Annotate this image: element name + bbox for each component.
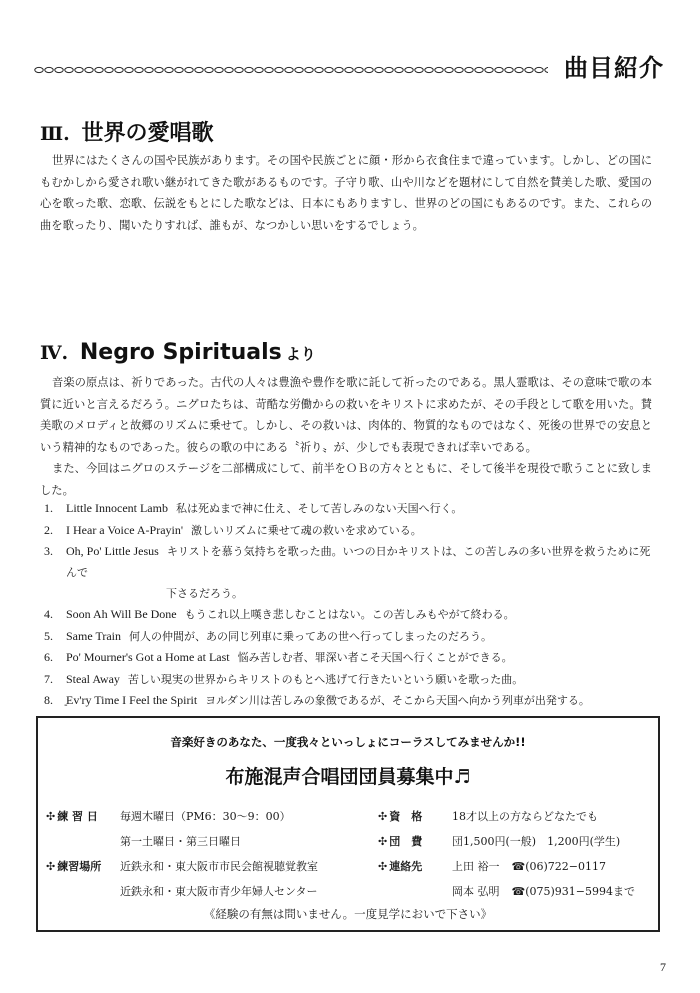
practice-day-label: 練 習 日: [57, 810, 98, 823]
contact-1-phone: ☎(06)722−0117: [511, 860, 606, 873]
list-item: [40, 669, 660, 691]
qualification-value: 18才以上の方ならどなたでも: [452, 810, 598, 823]
recruitment-footer: 《経験の有無は問いません。一度見学においで下さい》: [203, 907, 493, 921]
practice-place-row-2: [120, 883, 318, 899]
song-title: Steal Away: [66, 671, 120, 686]
section-3-numeral: Ⅲ.: [40, 123, 70, 145]
list-item: [40, 520, 660, 542]
practice-place-value: 近鉄永和・東大阪市市民会館視聴覚教室: [120, 860, 318, 873]
song-title: Oh, Po' Little Jesus: [66, 544, 159, 558]
song-title: Po' Mourner's Got a Home at Last: [66, 650, 230, 664]
practice-day-value: 毎週木曜日（PM6：30～9：00）: [120, 810, 291, 823]
song-description-continued: 下さるだろう。: [166, 587, 243, 600]
song-number: 4.: [44, 607, 53, 621]
contact-2-name: 岡本 弘明: [452, 885, 500, 898]
ornament-divider: [34, 66, 548, 74]
cross-bullet-icon: ✣: [378, 860, 388, 873]
list-item: [40, 541, 660, 604]
song-number: 1.: [44, 501, 53, 515]
song-description: 悩み苦しむ者、罪深い者こそ天国へ行くことができる。: [237, 651, 513, 664]
page-number: 7: [660, 960, 666, 974]
contact-row-2: [452, 883, 635, 899]
list-item: [40, 498, 660, 520]
section-3-body: 世界にはたくさんの国や民族があります。その国や民族ごとに顔・形から衣食住まで違っています。しかし、どの国にもむかしから愛され歌い継がれてきた歌があるものです。子守り歌、山や川などを題材にして自然を賛美した歌、愛国の心を歌った歌、恋歌、伝説をもとにした歌などは、日本にもありますし、世界のどの国にもあるのです。また、これらの曲を歌ったり、聞いたりすれば、誰もが、なつかしい思いをするでしょう。: [40, 154, 652, 232]
fee-label: 団 費: [389, 835, 423, 848]
practice-place-label: 練習場所: [57, 860, 102, 873]
song-title: Soon Ah Will Be Done: [66, 607, 177, 621]
song-title: I Hear a Voice A-Prayin': [66, 522, 184, 537]
song-number: 8.: [44, 693, 53, 707]
stray-mark: -: [64, 700, 68, 711]
song-number: 7.: [44, 671, 53, 686]
song-description: ヨルダン川は苦しみの象徴であるが、そこから天国へ向かう列車が出発する。: [205, 694, 590, 707]
section-4-body-2: また、今回はニグロのステージを二部構成にして、前半をＯＢの方々とともに、そして後半を現役で歌うことに致しました。: [40, 462, 652, 497]
song-description: 私は死ぬまで神に仕え、そして苦しみのない天国へ行く。: [175, 502, 463, 515]
section-3-title: 世界の愛唱歌: [81, 121, 214, 146]
song-description: キリストを慕う気持ちを歌った曲。いつの日かキリストは、この苦しみの多い世界を救うために死んで: [66, 545, 651, 579]
fee-row: [378, 833, 620, 849]
practice-day-row-2: [120, 833, 241, 849]
cross-bullet-icon: ✣: [378, 835, 388, 848]
list-item: [40, 626, 660, 648]
song-list: [40, 498, 660, 712]
contact-label: 連絡先: [389, 860, 423, 873]
cross-bullet-icon: ✣: [378, 810, 388, 823]
qualification-row: [378, 808, 598, 824]
section-4-numeral: Ⅳ.: [40, 342, 69, 364]
section-4-body-1: 音楽の原点は、祈りであった。古代の人々は豊漁や豊作を歌に託して祈ったのである。黒人霊歌は、その意味で歌の本質に近いと言えるだろう。ニグロたちは、苛酷な労働からの救いをキリストに求めたが、その手段として歌を用いた。賛美歌のメロディと故郷のリズムに乗せて。しかし、その救いは、肉体的、物質的なものではなく、死後の世界での安息という精神的なものであった。彼らの歌の中にある〝祈り〟が、少しでも表現できれば幸いである。: [40, 376, 652, 454]
recruitment-box: [36, 716, 660, 932]
recruitment-lead: 音楽好きのあなた、一度我々といっしょにコーラスしてみませんか!!: [170, 735, 526, 749]
song-description: もうこれ以上嘆き悲しむことはない。この苦しみもやがて終わる。: [184, 608, 515, 621]
cross-bullet-icon: ✣: [46, 810, 56, 823]
list-item: [40, 690, 660, 712]
song-title: Ev'ry Time I Feel the Spirit: [66, 693, 198, 707]
section-4-suffix: より: [285, 345, 316, 363]
recruitment-title: 布施混声合唱団団員募集中♬: [225, 766, 471, 788]
song-description: 激しいリズムに乗せて魂の救いを求めている。: [191, 523, 422, 537]
song-number: 2.: [44, 522, 53, 537]
section-3-heading: [40, 116, 213, 147]
song-description: 苦しい現実の世界からキリストのもとへ逃げて行きたいという願いを歌った曲。: [127, 672, 524, 686]
song-number: 3.: [44, 544, 53, 558]
list-item: [40, 647, 660, 669]
practice-place-row: [46, 858, 318, 874]
practice-place-value-2: 近鉄永和・東大阪市青少年婦人センター: [120, 885, 318, 898]
section-4-title: Negro Spirituals: [79, 340, 282, 365]
contact-1-name: 上田 裕一: [452, 860, 500, 873]
cross-bullet-icon: ✣: [46, 860, 56, 873]
practice-day-row: [46, 808, 291, 824]
contact-2-phone: ☎(075)931−5994まで: [511, 885, 635, 898]
qualification-label: 資 格: [389, 810, 423, 823]
song-number: 6.: [44, 650, 53, 664]
song-title: Same Train: [66, 628, 122, 643]
list-item: [40, 604, 660, 626]
page-header-title: 曲目紹介: [564, 54, 664, 82]
song-number: 5.: [44, 628, 53, 643]
song-title: Little Innocent Lamb: [66, 501, 168, 515]
practice-day-value-2: 第一土曜日・第三日曜日: [120, 835, 241, 848]
fee-value: 団1,500円(一般) 1,200円(学生): [452, 835, 621, 848]
section-4-heading: [40, 340, 316, 365]
contact-row: [378, 858, 606, 874]
song-description: 何人の仲間が、あの同じ列車に乗ってあの世へ行ってしまったのだろう。: [129, 629, 493, 643]
